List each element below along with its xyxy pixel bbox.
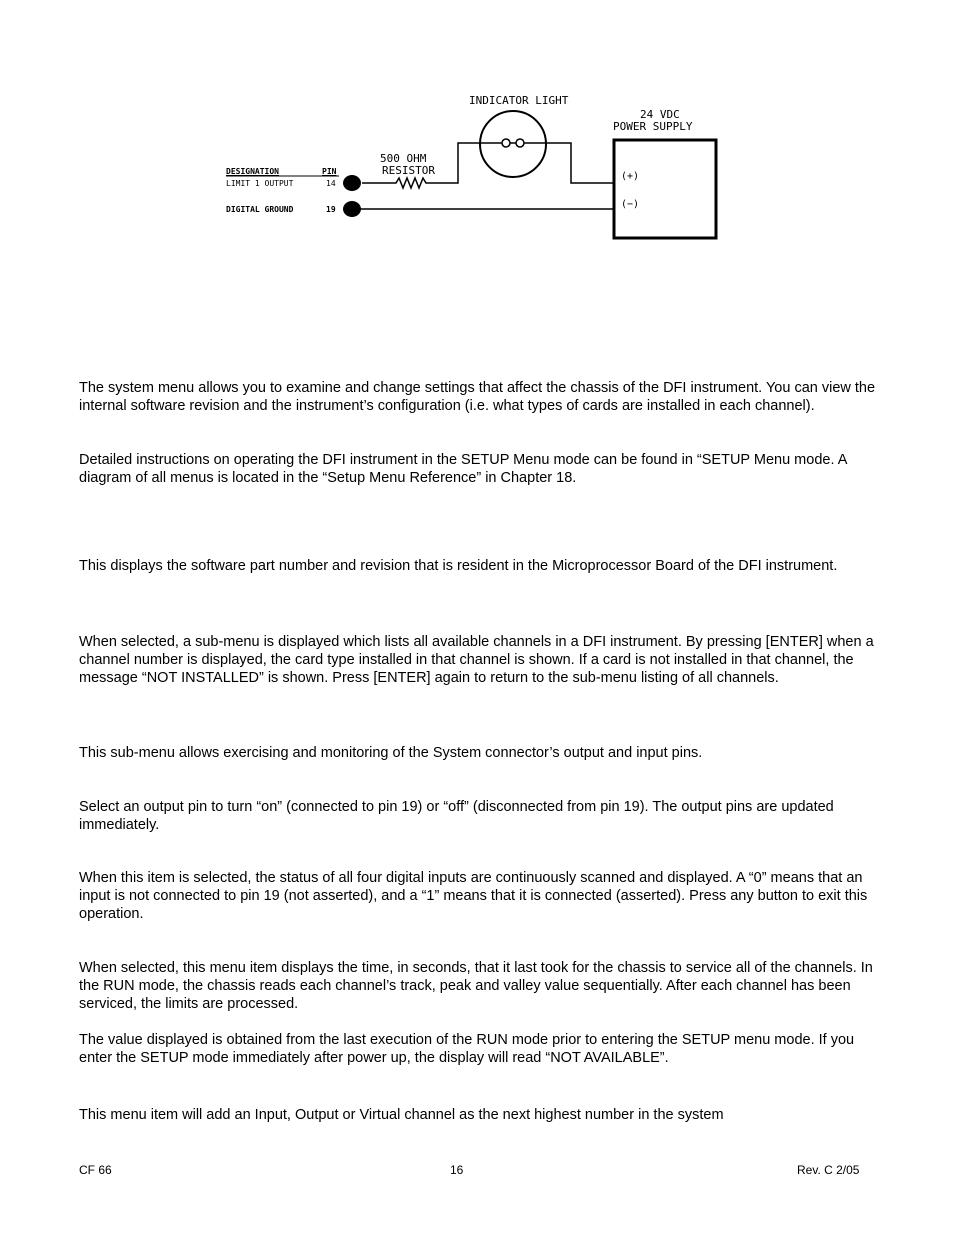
designation-header: DESIGNATION [226,167,279,176]
add-channel-description: This menu item will add an Input, Output or Virtual channel as the next highest number in the system [79,1107,724,1123]
pin-14-terminal [343,175,361,191]
resistor-label-line2: RESISTOR [382,164,435,177]
limit-output-pin: 14 [326,179,336,188]
footer-page-number: 16 [450,1163,464,1177]
minus-terminal-label: (−) [621,199,640,210]
scan-time-value-description: The value displayed is obtained from the last execution of the RUN mode prior to entering the SETUP menu mode. If you enter the SETUP mode immediately after power up, the display will read “NOT AVAILABLE”. [79,1032,855,1066]
system-io-description: This sub-menu allows exercising and monitoring of the System connector’s output and input pins. [79,745,703,761]
limit-output-label: LIMIT 1 OUTPUT [226,179,294,188]
digital-inputs-description: When this item is selected, the status of all four digital inputs are continuously scanned and displayed. A “0” means that an input is not connected to pin 19 (not asserted), and a “1” means that it is connected (asserted). Press any button to exit this operation. [79,870,868,922]
scan-time-description: When selected, this menu item displays the time, in seconds, that it last took for the chassis to service all of the channels. In the RUN mode, the chassis reads each channel’s track, peak and valley value sequentially. After each channel has been serviced, the limits are processed. [79,960,873,1012]
pin-19-terminal [343,201,361,217]
plus-terminal-label: (+) [621,171,640,182]
setup-menu-instructions: Detailed instructions on operating the DFI instrument in the SETUP Menu mode can be found in “SETUP Menu mode. A diagram of all menus is located in the “Setup Menu Reference” in Chapter 18. [79,452,847,486]
wiring-diagram [0,0,954,260]
footer-revision: Rev. C 2/05 [797,1163,860,1177]
power-supply-label-line1: 24 VDC [640,108,680,121]
digital-ground-label: DIGITAL GROUND [226,205,294,214]
footer-document-id: CF 66 [79,1163,112,1177]
resistor-label-line1: 500 OHM [380,152,427,165]
power-supply-label-line2: POWER SUPPLY [613,120,693,133]
power-supply-box [614,140,716,238]
digital-ground-pin: 19 [326,205,336,214]
software-revision-description: This displays the software part number and revision that is resident in the Microprocessor Board of the DFI instrument. [79,558,838,574]
system-menu-intro: The system menu allows you to examine and change settings that affect the chassis of the DFI instrument. You can view the internal software revision and the instrument’s configuration (i.e. what types of cards are installed in each channel). [79,380,876,414]
output-pins-description: Select an output pin to turn “on” (connected to pin 19) or “off” (disconnected from pin 19). The output pins are updated immediately. [79,799,834,833]
indicator-light-label: INDICATOR LIGHT [469,94,569,107]
indicator-light-icon [480,111,546,177]
channel-config-description: When selected, a sub-menu is displayed which lists all available channels in a DFI instrument. By pressing [ENTER] when a channel number is displayed, the card type installed in that channel is shown. If a card is not installed in that channel, the message “NOT INSTALLED” is shown. Press [ENTER] again to return to the sub-menu listing of all channels. [79,634,874,686]
pin-header: PIN [322,167,337,176]
